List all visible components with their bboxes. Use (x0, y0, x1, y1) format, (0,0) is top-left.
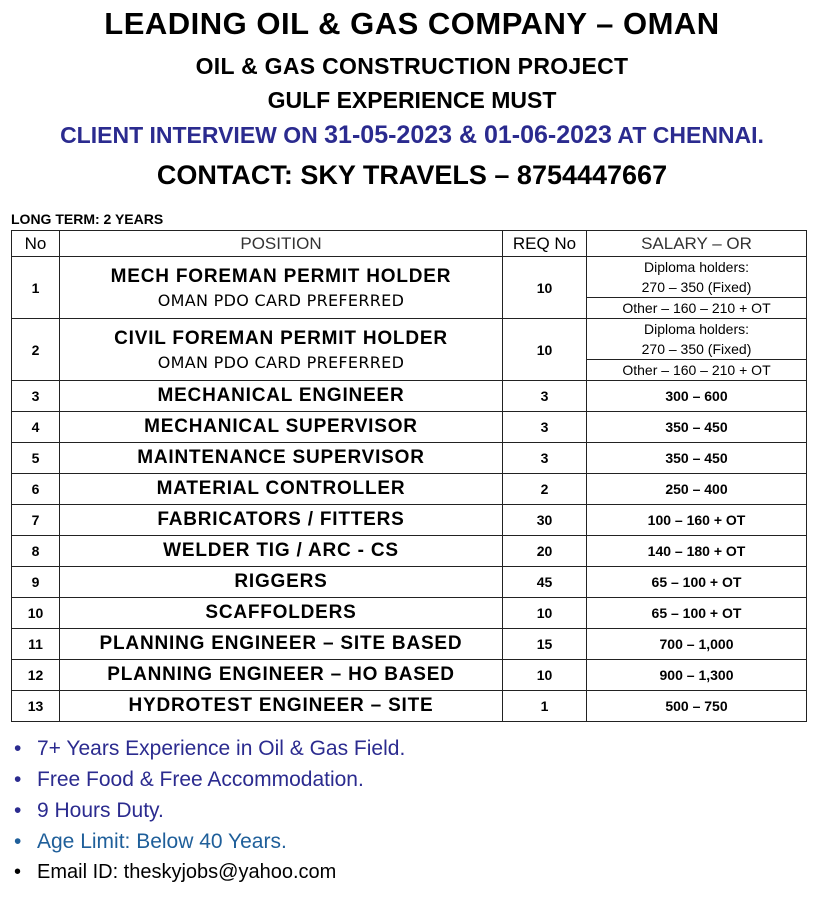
header-salary: SALARY – OR (587, 231, 807, 257)
table-row (12, 505, 807, 536)
salary-other: Other – 160 – 210 + OT (622, 362, 771, 378)
row-req: 10 (503, 660, 587, 691)
row-req: 10 (503, 319, 587, 381)
row-position (60, 319, 503, 381)
row-salary (587, 319, 807, 381)
row-position: MAINTENANCE SUPERVISOR (60, 443, 503, 474)
row-salary: 65 – 100 + OT (587, 598, 807, 629)
row-position: SCAFFOLDERS (60, 598, 503, 629)
header-req: REQ No (503, 231, 587, 257)
row-position: WELDER TIG / ARC - CS (60, 536, 503, 567)
row-req: 1 (503, 691, 587, 722)
row-req: 45 (503, 567, 587, 598)
table-row (12, 598, 807, 629)
project-subtitle: OIL & GAS CONSTRUCTION PROJECT (195, 53, 629, 79)
row-position: FABRICATORS / FITTERS (60, 505, 503, 536)
row-req: 20 (503, 536, 587, 567)
row-no: 12 (12, 660, 60, 691)
table-row (12, 319, 807, 381)
row-no: 9 (12, 567, 60, 598)
salary-diploma (587, 319, 806, 360)
list-item (14, 795, 405, 826)
benefit-text: Free Food & Free Accommodation. (37, 768, 364, 791)
positions-table (11, 230, 807, 722)
row-salary (587, 257, 807, 319)
benefit-text: 9 Hours Duty. (37, 799, 164, 822)
header-no: No (12, 231, 60, 257)
row-no: 10 (12, 598, 60, 629)
table-row (12, 412, 807, 443)
salary-diploma-label: Diploma holders: (643, 259, 750, 275)
row-salary: 350 – 450 (587, 412, 807, 443)
benefit-text: 7+ Years Experience in Oil & Gas Field. (37, 737, 406, 760)
page-title: LEADING OIL & GAS COMPANY – OMAN (104, 6, 720, 41)
row-salary: 250 – 400 (587, 474, 807, 505)
table-row (12, 474, 807, 505)
row-position: MATERIAL CONTROLLER (60, 474, 503, 505)
row-no: 8 (12, 536, 60, 567)
salary-diploma-range: 270 – 350 (Fixed) (641, 341, 752, 357)
interview-suffix: AT CHENNAI. (617, 122, 764, 148)
row-req: 3 (503, 412, 587, 443)
position-note: OMAN PDO CARD PREFERRED (157, 290, 405, 310)
interview-prefix: CLIENT INTERVIEW ON (60, 122, 318, 148)
table-row (12, 567, 807, 598)
benefit-text: Age Limit: Below 40 Years. (37, 830, 287, 853)
contact-line: CONTACT: SKY TRAVELS – 8754447667 (156, 160, 668, 190)
row-no: 6 (12, 474, 60, 505)
row-salary: 350 – 450 (587, 443, 807, 474)
salary-diploma-range: 270 – 350 (Fixed) (641, 279, 752, 295)
table-row (12, 629, 807, 660)
row-salary: 700 – 1,000 (587, 629, 807, 660)
email-text: Email ID: theskyjobs@yahoo.com (37, 861, 337, 883)
position-note: OMAN PDO CARD PREFERRED (157, 352, 405, 372)
table-header-row (12, 231, 807, 257)
row-no: 3 (12, 381, 60, 412)
requirement-line: GULF EXPERIENCE MUST (267, 87, 557, 113)
row-position: RIGGERS (60, 567, 503, 598)
table-row (12, 536, 807, 567)
bullet-icon: • (14, 768, 22, 791)
table-row (12, 257, 807, 319)
row-req: 2 (503, 474, 587, 505)
interview-line (0, 121, 824, 150)
row-req: 10 (503, 257, 587, 319)
row-no: 4 (12, 412, 60, 443)
row-no: 2 (12, 319, 60, 381)
row-position: PLANNING ENGINEER – SITE BASED (60, 629, 503, 660)
position-title: MECH FOREMAN PERMIT HOLDER (110, 265, 452, 287)
row-no: 13 (12, 691, 60, 722)
row-no: 11 (12, 629, 60, 660)
bullet-icon: • (14, 737, 22, 760)
table-row (12, 443, 807, 474)
salary-diploma-label: Diploma holders: (643, 321, 750, 337)
interview-dates: 31-05-2023 & 01-06-2023 (324, 121, 612, 149)
row-position (60, 257, 503, 319)
row-no: 5 (12, 443, 60, 474)
row-no: 1 (12, 257, 60, 319)
row-position: MECHANICAL ENGINEER (60, 381, 503, 412)
list-item (14, 826, 405, 857)
table-row (12, 381, 807, 412)
row-no: 7 (12, 505, 60, 536)
row-salary: 140 – 180 + OT (587, 536, 807, 567)
salary-diploma (587, 257, 806, 298)
bullet-icon: • (14, 799, 22, 822)
row-salary: 500 – 750 (587, 691, 807, 722)
header-position: POSITION (60, 231, 503, 257)
bullet-icon: • (14, 830, 22, 853)
row-req: 30 (503, 505, 587, 536)
table-row (12, 660, 807, 691)
row-req: 3 (503, 443, 587, 474)
row-req: 3 (503, 381, 587, 412)
bullet-icon: • (14, 861, 22, 883)
list-item (14, 764, 405, 795)
contract-term: LONG TERM: 2 YEARS (11, 211, 164, 227)
list-item (14, 857, 405, 888)
row-salary: 100 – 160 + OT (587, 505, 807, 536)
salary-other: Other – 160 – 210 + OT (622, 300, 771, 316)
row-position: PLANNING ENGINEER – HO BASED (60, 660, 503, 691)
row-req: 15 (503, 629, 587, 660)
row-req: 10 (503, 598, 587, 629)
row-salary: 65 – 100 + OT (587, 567, 807, 598)
list-item (14, 733, 405, 764)
row-position: HYDROTEST ENGINEER – SITE (60, 691, 503, 722)
row-salary: 300 – 600 (587, 381, 807, 412)
position-title: CIVIL FOREMAN PERMIT HOLDER (114, 327, 448, 349)
benefits-list (14, 733, 405, 888)
table-row (12, 691, 807, 722)
row-salary: 900 – 1,300 (587, 660, 807, 691)
row-position: MECHANICAL SUPERVISOR (60, 412, 503, 443)
